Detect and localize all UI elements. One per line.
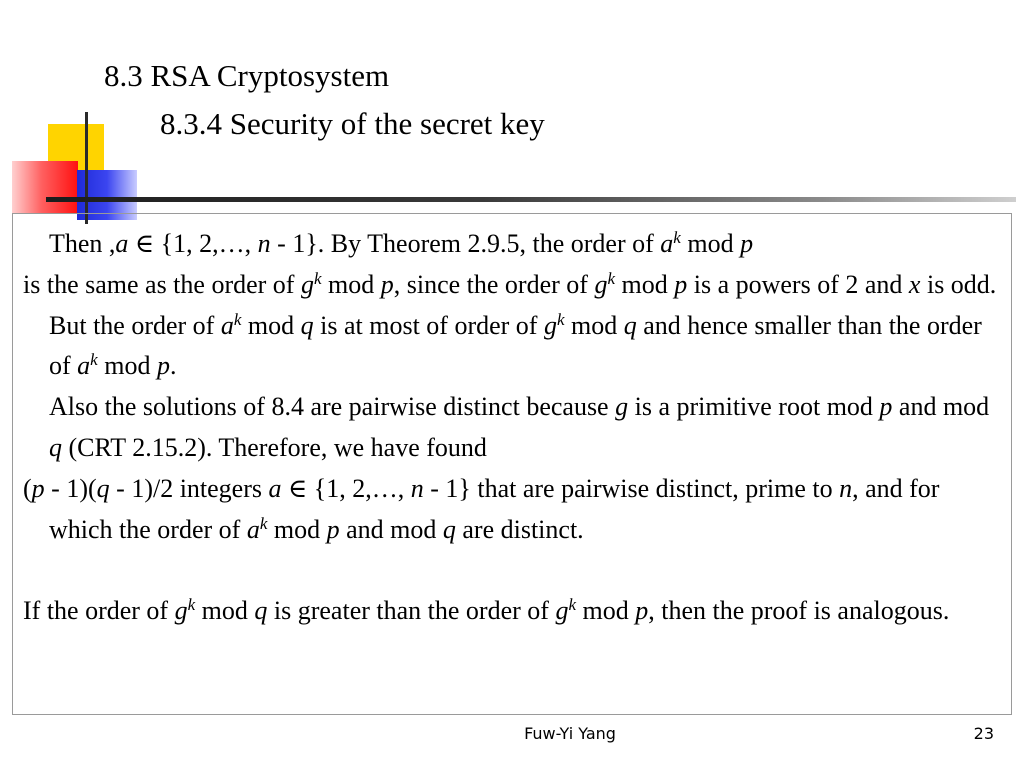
slide-subtitle: 8.3.4 Security of the secret key (160, 106, 545, 141)
page-number: 23 (973, 724, 994, 743)
paragraph-order-bound: But the order of $a^k$ mod q is at most of order of $g^k$ mod q and hence smaller than the order of $a^k$ mod p. (49, 309, 982, 381)
title-underline (46, 197, 1016, 202)
paragraph-analogous-case: If the order of $g^k$ mod q is greater than the order of $g^k$ mod p, then the proof is analogous. (23, 595, 950, 626)
slide-title: 8.3 RSA Cryptosystem (104, 58, 390, 93)
paragraph-spacer (23, 550, 1005, 591)
paragraph-order-equivalence: Then ,a ∈ {1, 2,…, n - 1}. By Theorem 2.9.5, the order of $a^k$ mod p is the same as the order of $g^k$ mod p, since the order of $g^k$ mod p is a powers of 2 and x is odd. (23, 228, 997, 299)
logo-vertical-line (85, 112, 88, 224)
paragraph-distinct-solutions: Also the solutions of 8.4 are pairwise distinct because g is a primitive root mod p and mod q (CRT 2.15.2). Therefore, we have found (p - 1)(q - 1)/2 integers a ∈ {1, 2,…, n - 1} that are pairwise distinct, prime to n, and for which the order of $a^k$ mod p and mod q are distinct. (23, 392, 990, 544)
footer-author: Fuw-Yi Yang (524, 724, 616, 743)
logo-red-square (12, 161, 78, 213)
content-box (12, 213, 1012, 715)
